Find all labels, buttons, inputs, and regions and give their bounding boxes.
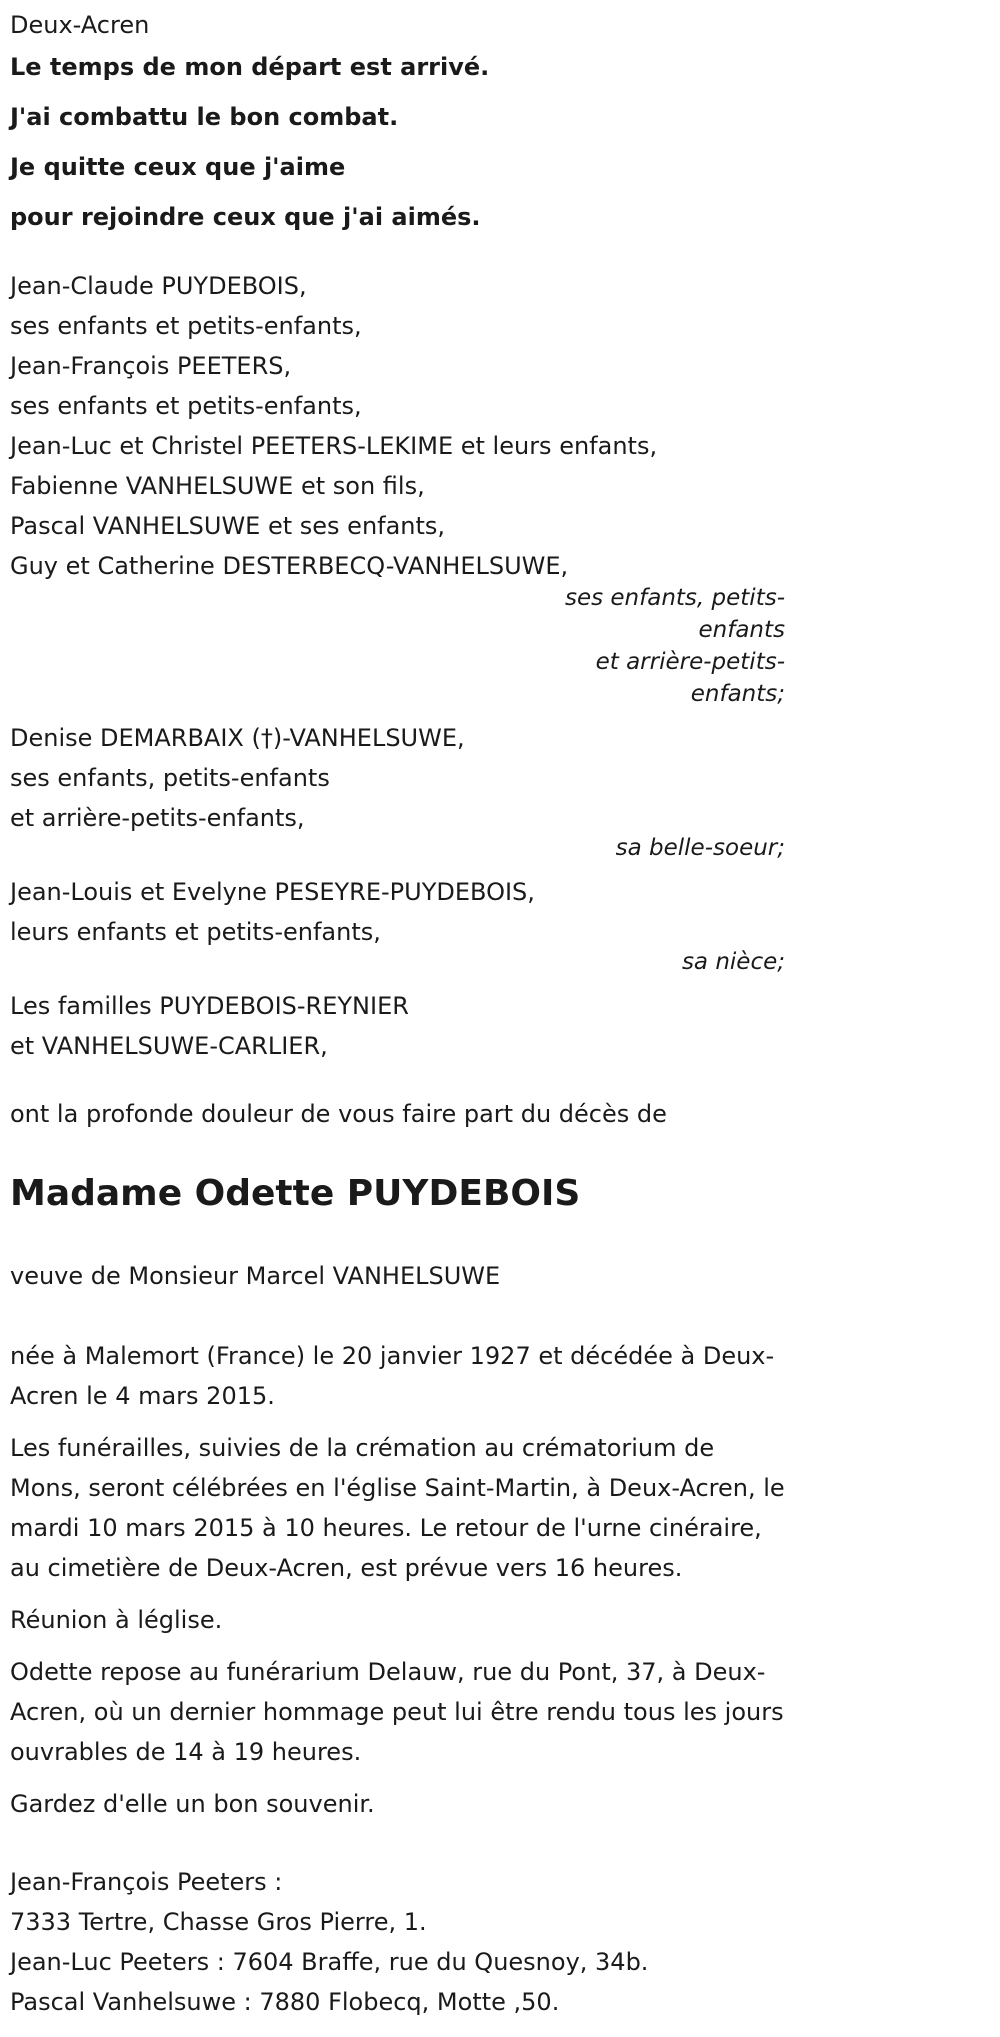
family-line: Les familles PUYDEBOIS-REYNIER	[10, 992, 409, 1020]
family-line: ses enfants et petits-enfants,	[10, 392, 362, 420]
contact-line: Pascal Vanhelsuwe : 7880 Flobecq, Motte ,50.	[10, 1988, 560, 2016]
family-line: ses enfants, petits-enfants	[10, 764, 330, 792]
family-line: leurs enfants et petits-enfants,	[10, 918, 381, 946]
family-line: Jean-Luc et Christel PEETERS-LEKIME et leurs enfants,	[10, 432, 658, 460]
born-died-paragraph: née à Malemort (France) le 20 janvier 1927 et décédée à Deux-Acren le 4 mars 2015.	[10, 1342, 775, 1410]
family-line: Fabienne VANHELSUWE et son fils,	[10, 472, 425, 500]
family-line: et arrière-petits-enfants,	[10, 804, 305, 832]
deceased-name: Madame Odette PUYDEBOIS	[10, 1173, 581, 1214]
family-line: Jean-Louis et Evelyne PESEYRE-PUYDEBOIS,	[10, 878, 535, 906]
family-line: ses enfants et petits-enfants,	[10, 312, 362, 340]
reunion-paragraph: Réunion à léglise.	[10, 1606, 223, 1634]
poem-line: J'ai combattu le bon combat.	[10, 103, 399, 131]
announcement-intro: ont la profonde douleur de vous faire part du décès de	[10, 1100, 667, 1128]
contacts-block	[10, 1862, 790, 2022]
family-line: Pascal VANHELSUWE et ses enfants,	[10, 512, 446, 540]
contact-line: Jean-François Peeters :	[10, 1868, 283, 1896]
family-line: Guy et Catherine DESTERBECQ-VANHELSUWE,	[10, 552, 569, 580]
family-role-niece: sa nièce;	[681, 949, 785, 975]
poem-line: Je quitte ceux que j'aime	[10, 153, 346, 181]
family-group-niece	[10, 872, 790, 978]
contact-line: 7333 Tertre, Chasse Gros Pierre, 1.	[10, 1908, 427, 1936]
place-heading: Deux-Acren	[10, 11, 150, 39]
funeral-paragraph: Les funérailles, suivies de la crémation au crématorium de Mons, seront célébrées en l'église Saint-Martin, à Deux-Acren, le mardi 10 mars 2015 à 10 heures. Le retour de l'urne cinéraire, au cimetière de Deux-Acren, est prévue vers 16 heures.	[10, 1434, 785, 1582]
family-group-children	[10, 266, 790, 710]
family-group-sister-in-law	[10, 718, 790, 864]
family-role-sister-in-law: sa belle-soeur;	[615, 835, 785, 861]
poem	[10, 42, 790, 242]
family-group-families	[10, 986, 790, 1066]
family-role-line: enfants	[698, 617, 785, 643]
family-role-children	[10, 582, 790, 710]
contact-line: Jean-Luc Peeters : 7604 Braffe, rue du Quesnoy, 34b.	[10, 1948, 649, 1976]
family-line: et VANHELSUWE-CARLIER,	[10, 1032, 328, 1060]
viewing-paragraph: Odette repose au funérarium Delauw, rue du Pont, 37, à Deux-Acren, où un dernier hommage peut lui être rendu tous les jours ouvrables de 14 à 19 heures.	[10, 1658, 784, 1766]
family-line: Jean-Claude PUYDEBOIS,	[10, 272, 307, 300]
memory-paragraph: Gardez d'elle un bon souvenir.	[10, 1790, 375, 1818]
family-role-line: ses enfants, petits-	[564, 585, 785, 611]
family-line: Denise DEMARBAIX (†)-VANHELSUWE,	[10, 724, 465, 752]
poem-line: Le temps de mon départ est arrivé.	[10, 53, 490, 81]
family-role-line: enfants;	[690, 681, 785, 707]
family-role-line: et arrière-petits-	[595, 649, 785, 675]
spouse-line: veuve de Monsieur Marcel VANHELSUWE	[10, 1262, 501, 1290]
family-line: Jean-François PEETERS,	[10, 352, 292, 380]
poem-line: pour rejoindre ceux que j'ai aimés.	[10, 203, 481, 231]
